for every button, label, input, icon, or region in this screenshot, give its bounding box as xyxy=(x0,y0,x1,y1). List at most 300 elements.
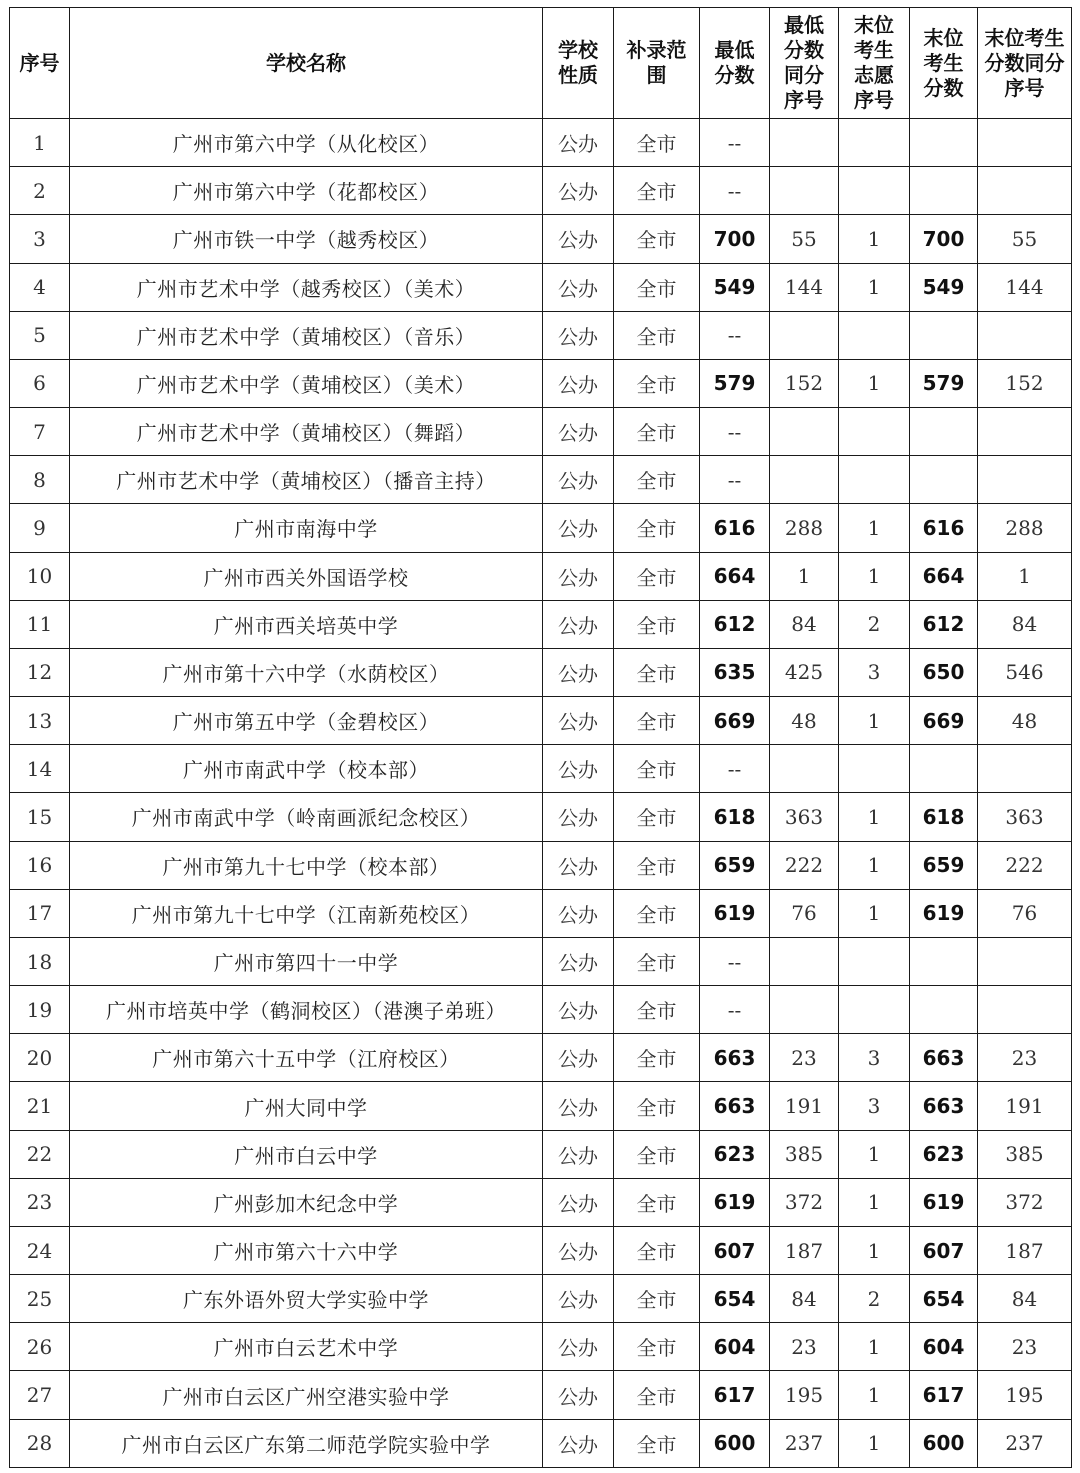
cell-min-score-rank xyxy=(770,119,839,167)
header-line: 分数 xyxy=(784,38,824,62)
cell-scope: 全市 xyxy=(614,408,700,456)
cell-school-name: 广州大同中学 xyxy=(70,1082,543,1130)
cell-last-score: 664 xyxy=(910,552,978,600)
cell-min-score: 618 xyxy=(700,793,770,841)
cell-min-score-rank: 144 xyxy=(770,263,839,311)
table-row xyxy=(10,1178,1072,1226)
cell-min-score-rank: 363 xyxy=(770,793,839,841)
cell-school-type: 公办 xyxy=(543,648,614,696)
cell-scope: 全市 xyxy=(614,986,700,1034)
header-line: 分数 xyxy=(923,75,964,100)
cell-last-score: 659 xyxy=(910,841,978,889)
cell-min-score: 619 xyxy=(700,1178,770,1226)
header-line: 末位 xyxy=(923,25,964,50)
cell-school-type: 公办 xyxy=(543,1034,614,1082)
header-school-name xyxy=(70,8,543,119)
table-row xyxy=(10,1034,1072,1082)
table-row xyxy=(10,1323,1072,1371)
cell-school-type: 公办 xyxy=(543,1419,614,1467)
cell-min-score: -- xyxy=(700,937,770,985)
cell-seq: 26 xyxy=(10,1323,70,1371)
cell-last-score: 654 xyxy=(910,1275,978,1323)
cell-last-score-rank xyxy=(978,937,1072,985)
cell-last-choice-no: 3 xyxy=(839,1034,910,1082)
cell-scope: 全市 xyxy=(614,119,700,167)
cell-last-choice-no: 1 xyxy=(839,1178,910,1226)
cell-seq: 25 xyxy=(10,1275,70,1323)
cell-last-choice-no: 1 xyxy=(839,1226,910,1274)
cell-last-score-rank xyxy=(978,119,1072,167)
cell-scope: 全市 xyxy=(614,311,700,359)
cell-seq: 6 xyxy=(10,359,70,407)
table-row xyxy=(10,986,1072,1034)
cell-last-score: 612 xyxy=(910,600,978,648)
cell-school-name: 广州市第五中学（金碧校区） xyxy=(70,697,543,745)
cell-school-type: 公办 xyxy=(543,408,614,456)
header-row xyxy=(10,8,1072,119)
cell-scope: 全市 xyxy=(614,1178,700,1226)
cell-seq: 9 xyxy=(10,504,70,552)
cell-school-type: 公办 xyxy=(543,263,614,311)
cell-scope: 全市 xyxy=(614,215,700,263)
cell-last-score-rank xyxy=(978,167,1072,215)
table-row xyxy=(10,1419,1072,1467)
header-school-type xyxy=(543,8,614,119)
cell-seq: 20 xyxy=(10,1034,70,1082)
cell-min-score: 604 xyxy=(700,1323,770,1371)
cell-last-score-rank xyxy=(978,311,1072,359)
header-seq xyxy=(10,8,70,119)
cell-last-score xyxy=(910,745,978,793)
cell-school-type: 公办 xyxy=(543,359,614,407)
cell-min-score: -- xyxy=(700,167,770,215)
cell-min-score-rank: 222 xyxy=(770,841,839,889)
cell-school-name: 广州市南武中学（校本部） xyxy=(70,745,543,793)
cell-last-score-rank: 237 xyxy=(978,1419,1072,1467)
cell-min-score-rank: 288 xyxy=(770,504,839,552)
cell-seq: 24 xyxy=(10,1226,70,1274)
cell-last-score: 663 xyxy=(910,1082,978,1130)
cell-last-score: 663 xyxy=(910,1034,978,1082)
cell-last-choice-no xyxy=(839,456,910,504)
header-last-score xyxy=(910,8,978,119)
cell-last-score-rank: 23 xyxy=(978,1323,1072,1371)
cell-school-name: 广州市白云区广州空港实验中学 xyxy=(70,1371,543,1419)
cell-school-name: 广州市培英中学（鹤洞校区）（港澳子弟班） xyxy=(70,986,543,1034)
cell-min-score-rank xyxy=(770,456,839,504)
cell-scope: 全市 xyxy=(614,456,700,504)
cell-scope: 全市 xyxy=(614,1226,700,1274)
cell-min-score-rank: 425 xyxy=(770,648,839,696)
cell-min-score: 607 xyxy=(700,1226,770,1274)
cell-school-name: 广州市第九十七中学（校本部） xyxy=(70,841,543,889)
cell-seq: 16 xyxy=(10,841,70,889)
header-scope xyxy=(614,8,700,119)
cell-school-name: 广州市白云中学 xyxy=(70,1130,543,1178)
cell-school-name: 广州市西关外国语学校 xyxy=(70,552,543,600)
cell-scope: 全市 xyxy=(614,552,700,600)
header-last-score-rank xyxy=(978,8,1072,119)
cell-seq: 17 xyxy=(10,889,70,937)
cell-school-type: 公办 xyxy=(543,456,614,504)
table-row xyxy=(10,215,1072,263)
cell-seq: 19 xyxy=(10,986,70,1034)
table-row xyxy=(10,1371,1072,1419)
cell-seq: 8 xyxy=(10,456,70,504)
cell-min-score: -- xyxy=(700,408,770,456)
cell-min-score-rank: 48 xyxy=(770,697,839,745)
cell-min-score: 659 xyxy=(700,841,770,889)
cell-scope: 全市 xyxy=(614,167,700,215)
cell-last-choice-no: 1 xyxy=(839,841,910,889)
cell-school-name: 广州市第九十七中学（江南新苑校区） xyxy=(70,889,543,937)
cell-min-score-rank: 84 xyxy=(770,1275,839,1323)
cell-last-score-rank: 84 xyxy=(978,600,1072,648)
cell-min-score: -- xyxy=(700,986,770,1034)
cell-school-type: 公办 xyxy=(543,1082,614,1130)
cell-school-name: 广州市白云区广东第二师范学院实验中学 xyxy=(70,1419,543,1467)
table-row xyxy=(10,119,1072,167)
cell-scope: 全市 xyxy=(614,937,700,985)
header-line: 考生 xyxy=(923,50,964,75)
cell-school-type: 公办 xyxy=(543,1275,614,1323)
cell-last-choice-no: 1 xyxy=(839,263,910,311)
cell-min-score: 663 xyxy=(700,1034,770,1082)
cell-last-choice-no: 1 xyxy=(839,793,910,841)
cell-last-score xyxy=(910,937,978,985)
cell-scope: 全市 xyxy=(614,600,700,648)
cell-school-type: 公办 xyxy=(543,745,614,793)
cell-last-score-rank: 1 xyxy=(978,552,1072,600)
cell-last-score-rank: 187 xyxy=(978,1226,1072,1274)
cell-last-score-rank xyxy=(978,408,1072,456)
cell-scope: 全市 xyxy=(614,697,700,745)
cell-min-score: 623 xyxy=(700,1130,770,1178)
header-line: 末位 xyxy=(854,13,894,37)
cell-last-choice-no: 1 xyxy=(839,504,910,552)
cell-seq: 23 xyxy=(10,1178,70,1226)
table-row xyxy=(10,937,1072,985)
cell-scope: 全市 xyxy=(614,1323,700,1371)
cell-school-name: 广州市艺术中学（越秀校区）（美术） xyxy=(70,263,543,311)
cell-min-score-rank xyxy=(770,937,839,985)
header-last-choice-no xyxy=(839,8,910,119)
cell-school-name: 广州市艺术中学（黄埔校区）（舞蹈） xyxy=(70,408,543,456)
header-line: 分数同分 xyxy=(984,50,1065,75)
cell-school-type: 公办 xyxy=(543,1178,614,1226)
cell-min-score: 617 xyxy=(700,1371,770,1419)
cell-last-choice-no xyxy=(839,986,910,1034)
table-row xyxy=(10,263,1072,311)
header-line: 序号 xyxy=(854,88,894,112)
cell-school-type: 公办 xyxy=(543,119,614,167)
cell-last-score: 618 xyxy=(910,793,978,841)
cell-scope: 全市 xyxy=(614,263,700,311)
header-line: 性质 xyxy=(558,63,598,87)
cell-school-name: 广州市南海中学 xyxy=(70,504,543,552)
cell-last-choice-no: 2 xyxy=(839,1275,910,1323)
cell-last-score xyxy=(910,311,978,359)
cell-school-type: 公办 xyxy=(543,1323,614,1371)
cell-min-score-rank: 55 xyxy=(770,215,839,263)
cell-last-choice-no: 1 xyxy=(839,552,910,600)
table-row xyxy=(10,504,1072,552)
cell-min-score: -- xyxy=(700,456,770,504)
cell-last-score-rank: 195 xyxy=(978,1371,1072,1419)
cell-school-type: 公办 xyxy=(543,889,614,937)
cell-school-name: 广州市艺术中学（黄埔校区）（播音主持） xyxy=(70,456,543,504)
cell-last-score: 700 xyxy=(910,215,978,263)
cell-last-score-rank xyxy=(978,986,1072,1034)
cell-seq: 3 xyxy=(10,215,70,263)
cell-school-type: 公办 xyxy=(543,1130,614,1178)
cell-last-choice-no: 3 xyxy=(839,648,910,696)
table-row xyxy=(10,408,1072,456)
cell-school-name: 广州市第六十六中学 xyxy=(70,1226,543,1274)
admissions-table xyxy=(9,7,1072,1468)
table-row xyxy=(10,552,1072,600)
table-row xyxy=(10,889,1072,937)
cell-school-name: 广州市第六中学（从化校区） xyxy=(70,119,543,167)
table-row xyxy=(10,793,1072,841)
cell-scope: 全市 xyxy=(614,1034,700,1082)
cell-last-score xyxy=(910,456,978,504)
cell-school-name: 广州市第十六中学（水荫校区） xyxy=(70,648,543,696)
table-row xyxy=(10,697,1072,745)
cell-last-choice-no xyxy=(839,937,910,985)
cell-school-name: 广州市艺术中学（黄埔校区）（音乐） xyxy=(70,311,543,359)
cell-last-choice-no xyxy=(839,119,910,167)
header-line: 最低 xyxy=(714,38,755,62)
cell-scope: 全市 xyxy=(614,1275,700,1323)
cell-min-score: 612 xyxy=(700,600,770,648)
cell-seq: 4 xyxy=(10,263,70,311)
cell-min-score-rank: 1 xyxy=(770,552,839,600)
cell-seq: 2 xyxy=(10,167,70,215)
header-line: 序号 xyxy=(1004,75,1045,100)
cell-scope: 全市 xyxy=(614,1130,700,1178)
cell-school-name: 广州市南武中学（岭南画派纪念校区） xyxy=(70,793,543,841)
cell-min-score-rank: 195 xyxy=(770,1371,839,1419)
cell-min-score-rank: 152 xyxy=(770,359,839,407)
header-line: 学校名称 xyxy=(266,50,346,75)
cell-min-score: 600 xyxy=(700,1419,770,1467)
cell-last-score: 600 xyxy=(910,1419,978,1467)
cell-min-score: -- xyxy=(700,745,770,793)
cell-last-score: 607 xyxy=(910,1226,978,1274)
cell-last-score: 616 xyxy=(910,504,978,552)
cell-last-choice-no: 1 xyxy=(839,1371,910,1419)
cell-last-score-rank xyxy=(978,745,1072,793)
cell-last-choice-no: 1 xyxy=(839,1419,910,1467)
table-header xyxy=(10,8,1072,119)
cell-scope: 全市 xyxy=(614,648,700,696)
header-line: 志愿 xyxy=(854,63,894,87)
cell-min-score-rank xyxy=(770,167,839,215)
cell-min-score: 654 xyxy=(700,1275,770,1323)
cell-school-type: 公办 xyxy=(543,600,614,648)
cell-school-name: 广州市第四十一中学 xyxy=(70,937,543,985)
cell-last-choice-no: 3 xyxy=(839,1082,910,1130)
table-row xyxy=(10,1130,1072,1178)
cell-school-name: 广州彭加木纪念中学 xyxy=(70,1178,543,1226)
cell-min-score-rank xyxy=(770,311,839,359)
table-row xyxy=(10,841,1072,889)
cell-min-score-rank: 385 xyxy=(770,1130,839,1178)
cell-last-choice-no: 2 xyxy=(839,600,910,648)
cell-last-choice-no: 1 xyxy=(839,215,910,263)
cell-min-score-rank: 187 xyxy=(770,1226,839,1274)
table-row xyxy=(10,456,1072,504)
cell-seq: 13 xyxy=(10,697,70,745)
cell-last-score: 579 xyxy=(910,359,978,407)
cell-seq: 14 xyxy=(10,745,70,793)
cell-min-score-rank: 23 xyxy=(770,1034,839,1082)
table-row xyxy=(10,1275,1072,1323)
cell-min-score-rank: 237 xyxy=(770,1419,839,1467)
table-body xyxy=(10,119,1072,1468)
header-line: 分数 xyxy=(714,63,755,87)
table-row xyxy=(10,311,1072,359)
cell-school-type: 公办 xyxy=(543,215,614,263)
table-row xyxy=(10,1226,1072,1274)
cell-last-score: 650 xyxy=(910,648,978,696)
cell-last-score xyxy=(910,986,978,1034)
cell-last-choice-no xyxy=(839,408,910,456)
cell-school-type: 公办 xyxy=(543,1226,614,1274)
cell-last-score: 617 xyxy=(910,1371,978,1419)
cell-school-type: 公办 xyxy=(543,167,614,215)
cell-min-score-rank: 372 xyxy=(770,1178,839,1226)
cell-scope: 全市 xyxy=(614,1371,700,1419)
cell-seq: 1 xyxy=(10,119,70,167)
cell-school-type: 公办 xyxy=(543,937,614,985)
cell-school-name: 广州市艺术中学（黄埔校区）（美术） xyxy=(70,359,543,407)
cell-last-choice-no: 1 xyxy=(839,1130,910,1178)
cell-last-score-rank: 546 xyxy=(978,648,1072,696)
cell-school-type: 公办 xyxy=(543,1371,614,1419)
cell-seq: 10 xyxy=(10,552,70,600)
cell-last-score: 604 xyxy=(910,1323,978,1371)
header-line: 序号 xyxy=(19,50,60,75)
cell-scope: 全市 xyxy=(614,889,700,937)
cell-scope: 全市 xyxy=(614,1419,700,1467)
cell-school-type: 公办 xyxy=(543,986,614,1034)
cell-seq: 7 xyxy=(10,408,70,456)
cell-last-score-rank: 363 xyxy=(978,793,1072,841)
cell-scope: 全市 xyxy=(614,359,700,407)
table-row xyxy=(10,600,1072,648)
cell-last-choice-no: 1 xyxy=(839,359,910,407)
cell-school-type: 公办 xyxy=(543,697,614,745)
cell-school-type: 公办 xyxy=(543,311,614,359)
cell-last-score: 669 xyxy=(910,697,978,745)
table-row xyxy=(10,1082,1072,1130)
cell-min-score: 669 xyxy=(700,697,770,745)
cell-last-choice-no: 1 xyxy=(839,889,910,937)
header-line: 末位考生 xyxy=(984,25,1065,50)
table-row xyxy=(10,359,1072,407)
cell-school-type: 公办 xyxy=(543,793,614,841)
cell-last-choice-no xyxy=(839,311,910,359)
cell-last-choice-no: 1 xyxy=(839,1323,910,1371)
header-line: 围 xyxy=(646,63,667,87)
cell-seq: 28 xyxy=(10,1419,70,1467)
cell-min-score: 549 xyxy=(700,263,770,311)
cell-seq: 15 xyxy=(10,793,70,841)
cell-min-score: 700 xyxy=(700,215,770,263)
cell-last-score-rank: 288 xyxy=(978,504,1072,552)
cell-seq: 21 xyxy=(10,1082,70,1130)
cell-school-type: 公办 xyxy=(543,552,614,600)
header-line: 学校 xyxy=(558,38,598,62)
cell-last-score xyxy=(910,167,978,215)
cell-last-score-rank: 152 xyxy=(978,359,1072,407)
cell-min-score: -- xyxy=(700,311,770,359)
table-row xyxy=(10,648,1072,696)
cell-last-score xyxy=(910,408,978,456)
cell-school-type: 公办 xyxy=(543,504,614,552)
cell-min-score: 579 xyxy=(700,359,770,407)
cell-seq: 27 xyxy=(10,1371,70,1419)
cell-min-score: 616 xyxy=(700,504,770,552)
cell-scope: 全市 xyxy=(614,793,700,841)
cell-min-score-rank: 191 xyxy=(770,1082,839,1130)
cell-school-name: 广州市第六中学（花都校区） xyxy=(70,167,543,215)
cell-last-score-rank: 191 xyxy=(978,1082,1072,1130)
cell-min-score-rank: 84 xyxy=(770,600,839,648)
cell-min-score: 663 xyxy=(700,1082,770,1130)
cell-last-score-rank: 48 xyxy=(978,697,1072,745)
header-min-score xyxy=(700,8,770,119)
cell-last-score-rank: 385 xyxy=(978,1130,1072,1178)
cell-last-choice-no: 1 xyxy=(839,697,910,745)
cell-last-choice-no xyxy=(839,745,910,793)
cell-school-name: 广州市白云艺术中学 xyxy=(70,1323,543,1371)
cell-scope: 全市 xyxy=(614,745,700,793)
table-row xyxy=(10,745,1072,793)
header-line: 补录范 xyxy=(626,38,687,62)
cell-school-name: 广州市西关培英中学 xyxy=(70,600,543,648)
cell-last-score: 619 xyxy=(910,1178,978,1226)
table-row xyxy=(10,167,1072,215)
cell-min-score-rank xyxy=(770,408,839,456)
cell-last-score: 549 xyxy=(910,263,978,311)
header-line: 同分 xyxy=(784,63,824,87)
cell-seq: 18 xyxy=(10,937,70,985)
cell-school-name: 广州市铁一中学（越秀校区） xyxy=(70,215,543,263)
cell-school-type: 公办 xyxy=(543,841,614,889)
cell-last-score-rank: 84 xyxy=(978,1275,1072,1323)
cell-scope: 全市 xyxy=(614,1082,700,1130)
cell-scope: 全市 xyxy=(614,841,700,889)
cell-last-score-rank: 144 xyxy=(978,263,1072,311)
cell-last-score: 619 xyxy=(910,889,978,937)
cell-min-score-rank xyxy=(770,986,839,1034)
cell-last-score-rank: 23 xyxy=(978,1034,1072,1082)
cell-min-score-rank: 23 xyxy=(770,1323,839,1371)
cell-last-score: 623 xyxy=(910,1130,978,1178)
cell-last-score-rank: 55 xyxy=(978,215,1072,263)
cell-min-score-rank xyxy=(770,745,839,793)
cell-last-score-rank: 222 xyxy=(978,841,1072,889)
cell-last-score xyxy=(910,119,978,167)
cell-min-score: 664 xyxy=(700,552,770,600)
header-line: 序号 xyxy=(784,88,824,112)
cell-seq: 11 xyxy=(10,600,70,648)
cell-last-score-rank: 76 xyxy=(978,889,1072,937)
cell-seq: 22 xyxy=(10,1130,70,1178)
